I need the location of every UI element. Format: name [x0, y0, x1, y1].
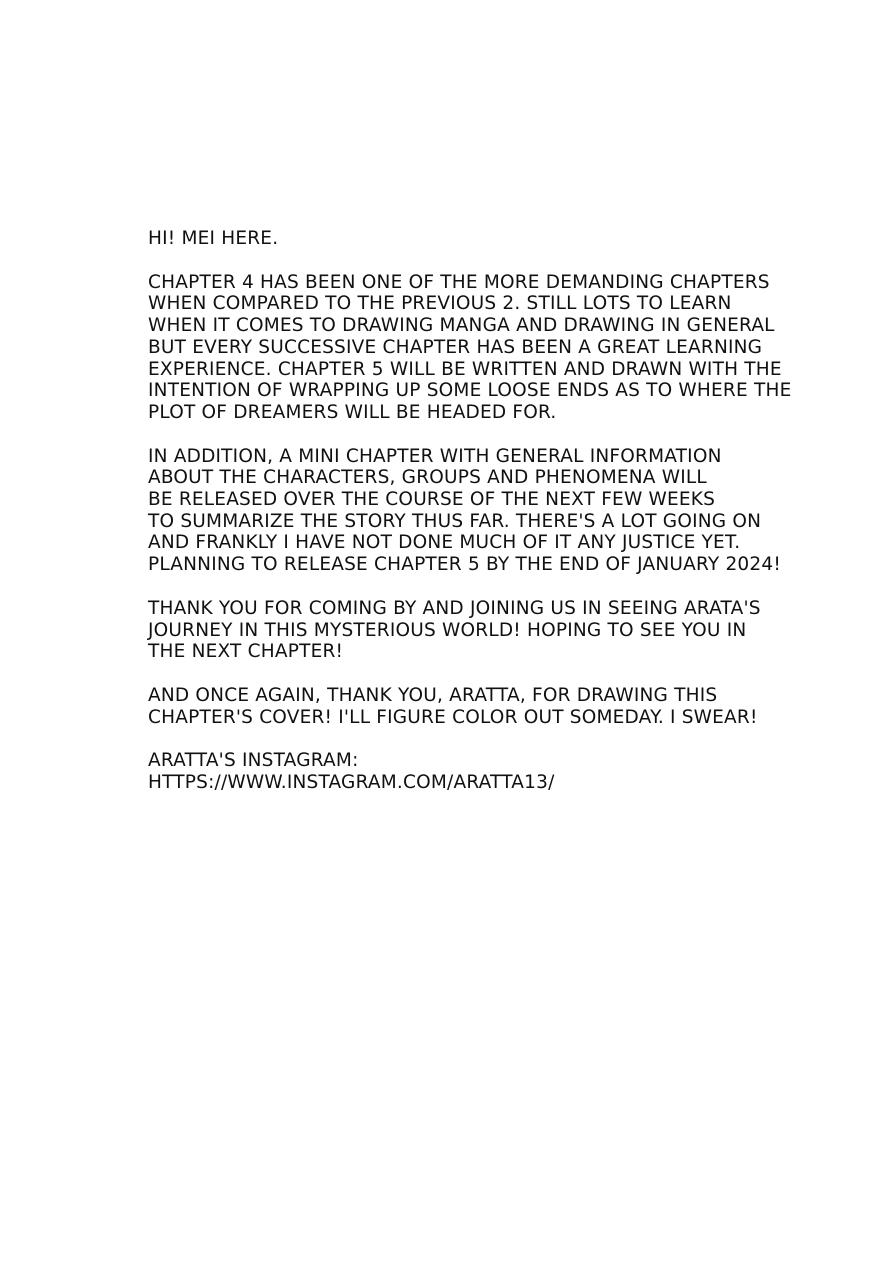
text-line: ABOUT THE CHARACTERS, GROUPS AND PHENOMENA WILL — [148, 467, 707, 489]
text-line: WHEN IT COMES TO DRAWING MANGA AND DRAWING IN GENERAL — [148, 315, 775, 337]
instagram-url: HTTPS://WWW.INSTAGRAM.COM/ARATTA13/ — [148, 772, 555, 794]
text-line: EXPERIENCE. CHAPTER 5 WILL BE WRITTEN AND DRAWN WITH THE — [148, 358, 782, 380]
cover-thanks-paragraph — [148, 685, 848, 728]
author-note — [148, 228, 848, 816]
text-line: JOURNEY IN THIS MYSTERIOUS WORLD! HOPING TO SEE YOU IN — [148, 619, 747, 641]
text-line: INTENTION OF WRAPPING UP SOME LOOSE ENDS AS TO WHERE THE — [148, 380, 792, 402]
chapter-4-paragraph — [148, 272, 848, 424]
text-line: WHEN COMPARED TO THE PREVIOUS 2. STILL LOTS TO LEARN — [148, 293, 732, 315]
mini-chapter-paragraph — [148, 446, 848, 576]
text-line: THE NEXT CHAPTER! — [148, 641, 344, 663]
instagram-paragraph — [148, 750, 848, 793]
text-line: THANK YOU FOR COMING BY AND JOINING US IN SEEING ARATA'S — [148, 597, 761, 619]
greeting-paragraph — [148, 228, 848, 250]
text-line: BE RELEASED OVER THE COURSE OF THE NEXT FEW WEEKS — [148, 489, 716, 511]
text-line: IN ADDITION, A MINI CHAPTER WITH GENERAL INFORMATION — [148, 445, 722, 467]
text-line: AND FRANKLY I HAVE NOT DONE MUCH OF IT ANY JUSTICE YET. — [148, 532, 741, 554]
text-line: PLANNING TO RELEASE CHAPTER 5 BY THE END OF JANUARY 2024! — [148, 554, 781, 576]
text-line: AND ONCE AGAIN, THANK YOU, ARATTA, FOR DRAWING THIS — [148, 684, 718, 706]
text-line: HI! MEI HERE. — [148, 228, 279, 249]
thank-you-paragraph — [148, 598, 848, 663]
text-line: BUT EVERY SUCCESSIVE CHAPTER HAS BEEN A GREAT LEARNING — [148, 336, 763, 358]
text-line: TO SUMMARIZE THE STORY THUS FAR. THERE'S A LOT GOING ON — [148, 510, 762, 532]
instagram-label: ARATTA'S INSTAGRAM: — [148, 750, 359, 772]
text-line: CHAPTER 4 HAS BEEN ONE OF THE MORE DEMANDING CHAPTERS — [148, 271, 770, 293]
text-line: PLOT OF DREAMERS WILL BE HEADED FOR. — [148, 401, 557, 423]
text-line: CHAPTER'S COVER! I'LL FIGURE COLOR OUT SOMEDAY. I SWEAR! — [148, 706, 758, 728]
